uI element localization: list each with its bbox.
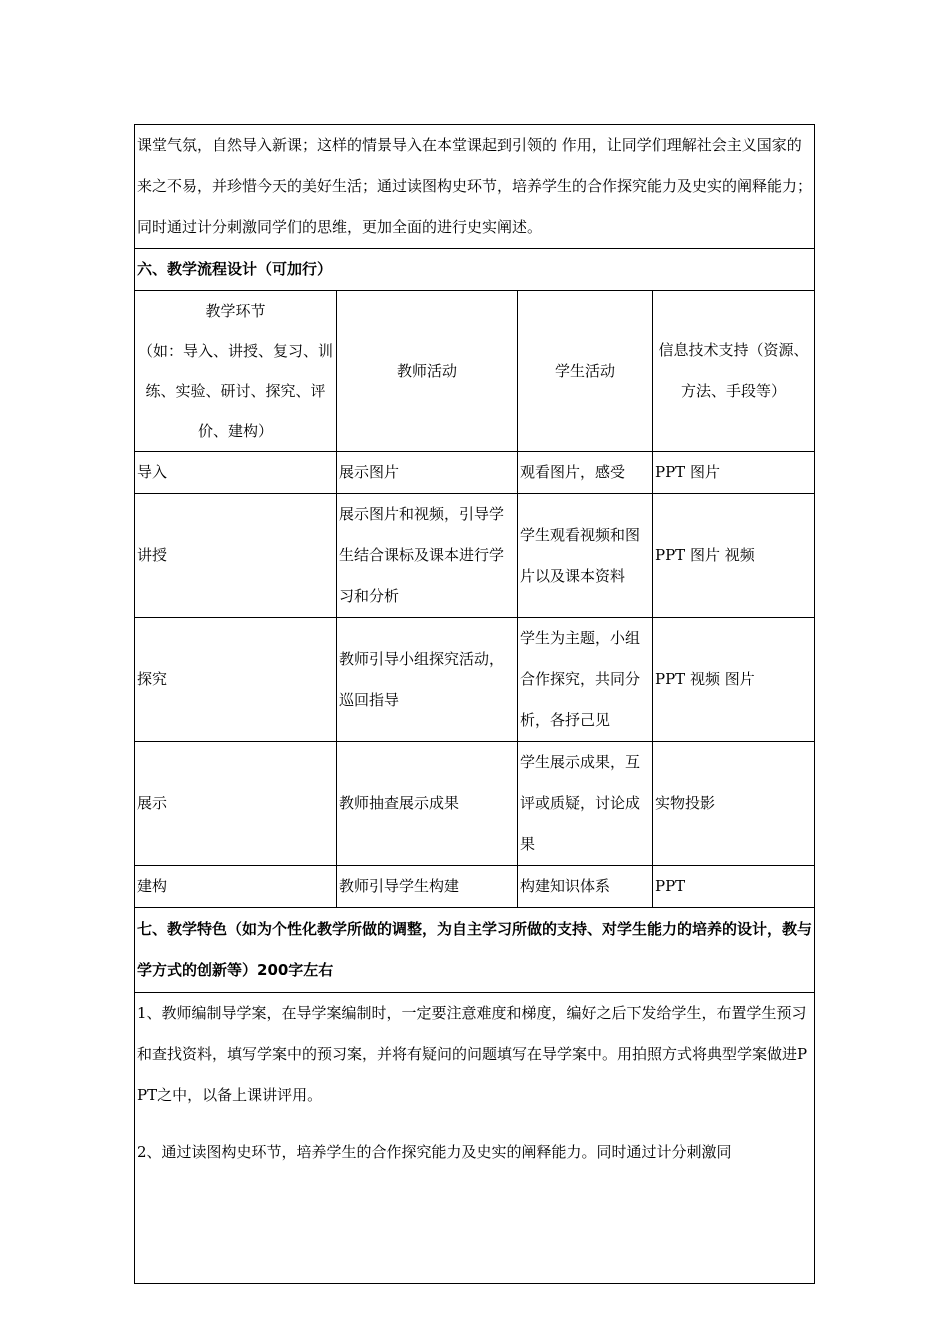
tech-cell: PPT 图片 xyxy=(653,452,815,494)
table-row xyxy=(135,866,815,908)
feature-item-2: 2、通过读图构史环节，培养学生的合作探究能力及史实的阐释能力。同时通过计分刺激同 xyxy=(137,1143,732,1161)
intro-row xyxy=(135,125,815,249)
tech-cell: PPT xyxy=(653,866,815,908)
student-cell: 学生展示成果，互评或质疑，讨论成果 xyxy=(518,742,653,866)
section7-row xyxy=(135,908,815,993)
table-row xyxy=(135,742,815,866)
tech-cell: PPT 图片 视频 xyxy=(653,494,815,618)
stage-cell: 讲授 xyxy=(135,494,337,618)
header-stage-examples: （如：导入、讲授、复习、训练、实验、研讨、探究、评价、建构） xyxy=(137,342,333,440)
teacher-cell: 展示图片 xyxy=(337,452,518,494)
table-row xyxy=(135,452,815,494)
student-cell: 构建知识体系 xyxy=(518,866,653,908)
stage-cell: 探究 xyxy=(135,618,337,742)
tech-cell: 实物投影 xyxy=(653,742,815,866)
features-row xyxy=(135,993,815,1284)
feature-item-1: 1、教师编制导学案，在导学案编制时，一定要注意难度和梯度，编好之后下发给学生，布置学生预习和查找资料，填写学案中的预习案，并将有疑问的问题填写在导学案中。用拍照方式将典型学案做进PPT之中，以备上课讲评用。 xyxy=(137,1004,808,1104)
header-student: 学生活动 xyxy=(518,291,653,452)
teacher-cell: 教师抽查展示成果 xyxy=(337,742,518,866)
paragraph-gap xyxy=(137,1116,812,1132)
table-row xyxy=(135,494,815,618)
tech-cell: PPT 视频 图片 xyxy=(653,618,815,742)
section7-title: 七、教学特色（如为个性化教学所做的调整，为自主学习所做的支持、对学生能力的培养的设计，教与学方式的创新等）200字左右 xyxy=(135,908,815,993)
student-cell: 学生观看视频和图片以及课本资料 xyxy=(518,494,653,618)
stage-cell: 展示 xyxy=(135,742,337,866)
stage-cell: 建构 xyxy=(135,866,337,908)
intro-text: 课堂气氛，自然导入新课；这样的情景导入在本堂课起到引领的 作用，让同学们理解社会主义国家的来之不易，并珍惜今天的美好生活；通过读图构史环节，培养学生的合作探究能力及史实的阐释能力；同时通过计分刺激同学们的思维，更加全面的进行史实阐述。 xyxy=(135,125,815,249)
features-cell xyxy=(135,993,815,1284)
flow-table-header xyxy=(135,291,815,452)
student-cell: 学生为主题，小组合作探究，共同分析，各抒己见 xyxy=(518,618,653,742)
lesson-plan-table xyxy=(134,124,815,1284)
teacher-cell: 展示图片和视频，引导学生结合课标及课本进行学习和分析 xyxy=(337,494,518,618)
table-row xyxy=(135,618,815,742)
header-stage-title: 教学环节 xyxy=(205,302,266,320)
header-teacher: 教师活动 xyxy=(337,291,518,452)
stage-cell: 导入 xyxy=(135,452,337,494)
header-tech: 信息技术支持（资源、方法、手段等） xyxy=(653,291,815,452)
section6-title: 六、教学流程设计（可加行） xyxy=(135,249,815,291)
section6-row xyxy=(135,249,815,291)
header-stage xyxy=(135,291,337,452)
student-cell: 观看图片，感受 xyxy=(518,452,653,494)
teacher-cell: 教师引导小组探究活动，巡回指导 xyxy=(337,618,518,742)
teacher-cell: 教师引导学生构建 xyxy=(337,866,518,908)
